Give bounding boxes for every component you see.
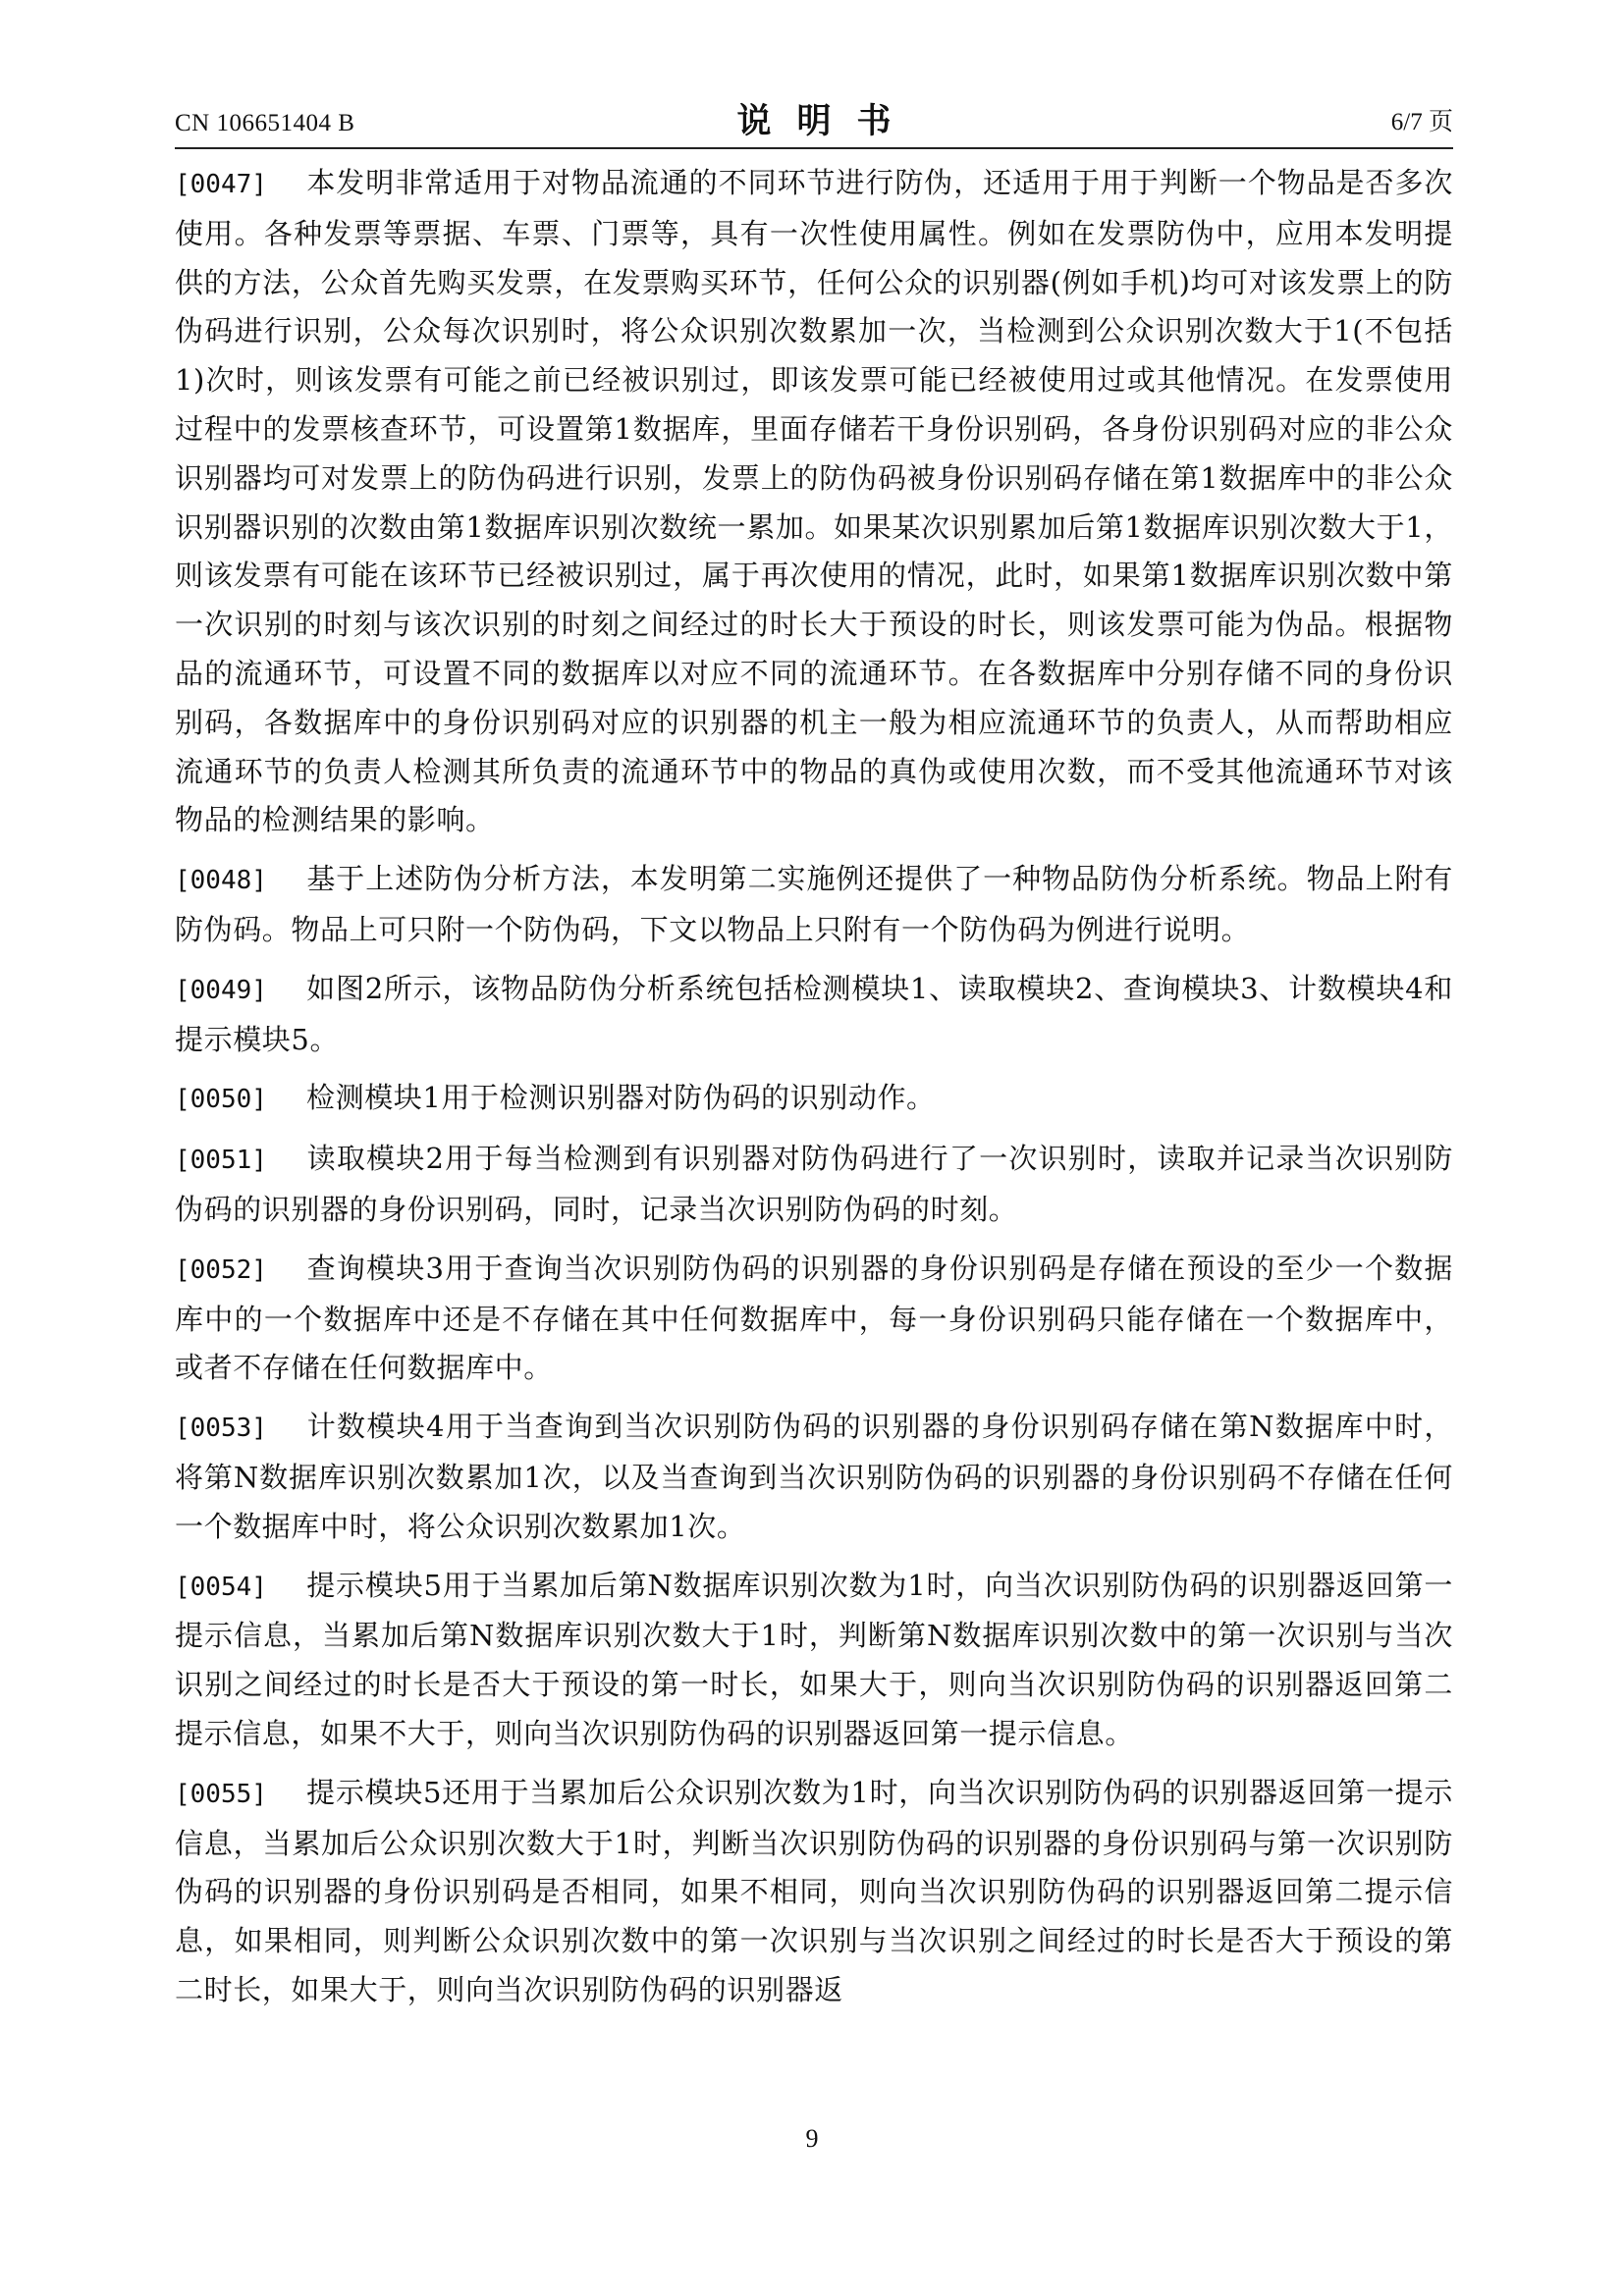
paragraph-number: [0055] <box>175 1779 267 1809</box>
publication-number: CN 106651404 B <box>175 110 355 136</box>
paragraph-number: [0050] <box>175 1085 267 1115</box>
page-header <box>175 90 1453 145</box>
paragraph-text: 本发明非常适用于对物品流通的不同环节进行防伪，还适用于用于判断一个物品是否多次使用。各种发票等票据、车票、门票等，具有一次性使用属性。例如在发票防伪中，应用本发明提供的方法，公众首先购买发票，在发票购买环节，任何公众的识别器(例如手机)均可对该发票上的防伪码进行识别，公众每次识别时，将公众识别次数累加一次，当检测到公众识别次数大于1(不包括1)次时，则该发票有可能之前已经被识别过，即该发票可能已经被使用过或其他情况。在发票使用过程中的发票核查环节，可设置第1数据库，里面存储若干身份识别码，各身份识别码对应的非公众识别器均可对发票上的防伪码进行识别，发票上的防伪码被身份识别码存储在第1数据库中的非公众识别器识别的次数由第1数据库识别次数统一累加。如果某次识别累加后第1数据库识别次数大于1，则该发票有可能在该环节已经被识别过，属于再次使用的情况，此时，如果第1数据库识别次数中第一次识别的时刻与该次识别的时刻之间经过的时长大于预设的时长，则该发票可能为伪品。根据物品的流通环节，可设置不同的数据库以对应不同的流通环节。在各数据库中分别存储不同的身份识别码，各数据库中的身份识别码对应的识别器的机主一般为相应流通环节的负责人，从而帮助相应流通环节的负责人检测其所负责的流通环节中的物品的真伪或使用次数，而不受其他流通环节对该物品的检测结果的影响。 <box>175 166 1453 837</box>
paragraph-number: [0051] <box>175 1146 267 1176</box>
document-title: 说明书 <box>736 102 917 141</box>
header-divider <box>175 147 1453 149</box>
paragraph-0049 <box>175 965 1453 1065</box>
paragraph-number: [0048] <box>175 866 267 896</box>
paragraph-text: 查询模块3用于查询当次识别防伪码的识别器的身份识别码是存储在预设的至少一个数据库中的一个数据库中还是不存储在其中任何数据库中，每一身份识别码只能存储在一个数据库中，或者不存储在任何数据库中。 <box>175 1251 1453 1385</box>
paragraph-text: 如图2所示，该物品防伪分析系统包括检测模块1、读取模块2、查询模块3、计数模块4和提示模块5。 <box>175 971 1453 1056</box>
paragraph-text: 读取模块2用于每当检测到有识别器对防伪码进行了一次识别时，读取并记录当次识别防伪码的识别器的身份识别码，同时，记录当次识别防伪码的时刻。 <box>175 1142 1453 1226</box>
paragraph-0055 <box>175 1769 1453 2015</box>
paragraph-text: 基于上述防伪分析方法，本发明第二实施例还提供了一种物品防伪分析系统。物品上附有防伪码。物品上可只附一个防伪码，下文以物品上只附有一个防伪码为例进行说明。 <box>175 862 1453 946</box>
paragraph-0054 <box>175 1562 1453 1759</box>
paragraph-0050 <box>175 1074 1453 1125</box>
document-body <box>175 159 1453 2025</box>
paragraph-text: 提示模块5还用于当累加后公众识别次数为1时，向当次识别防伪码的识别器返回第一提示信息，当累加后公众识别次数大于1时，判断当次识别防伪码的识别器的身份识别码与第一次识别防伪码的识别器的身份识别码是否相同，如果不相同，则向当次识别防伪码的识别器返回第二提示信息，如果相同，则判断公众识别次数中的第一次识别与当次识别之间经过的时长是否大于预设的第二时长，如果大于，则向当次识别防伪码的识别器返 <box>175 1775 1453 2006</box>
paragraph-0053 <box>175 1403 1453 1551</box>
paragraph-0052 <box>175 1245 1453 1393</box>
page-number: 9 <box>805 2124 819 2153</box>
paragraph-number: [0049] <box>175 975 267 1005</box>
paragraph-0048 <box>175 855 1453 955</box>
paragraph-text: 计数模块4用于当查询到当次识别防伪码的识别器的身份识别码存储在第N数据库中时，将第N数据库识别次数累加1次，以及当查询到当次识别防伪码的识别器的身份识别码不存储在任何一个数据库中时，将公众识别次数累加1次。 <box>175 1410 1453 1543</box>
paragraph-number: [0053] <box>175 1414 267 1444</box>
paragraph-number: [0052] <box>175 1255 267 1285</box>
paragraph-text: 检测模块1用于检测识别器对防伪码的识别动作。 <box>306 1081 936 1115</box>
page-count: 6/7 页 <box>1390 109 1453 135</box>
paragraph-number: [0047] <box>175 170 267 199</box>
paragraph-0047 <box>175 159 1453 845</box>
paragraph-number: [0054] <box>175 1572 267 1602</box>
paragraph-0051 <box>175 1135 1453 1235</box>
paragraph-text: 提示模块5用于当累加后第N数据库识别次数为1时，向当次识别防伪码的识别器返回第一提示信息，当累加后第N数据库识别次数大于1时，判断第N数据库识别次数中的第一次识别与当次识别之间经过的时长是否大于预设的第一时长，如果大于，则向当次识别防伪码的识别器返回第二提示信息，如果不大于，则向当次识别防伪码的识别器返回第一提示信息。 <box>175 1568 1453 1750</box>
